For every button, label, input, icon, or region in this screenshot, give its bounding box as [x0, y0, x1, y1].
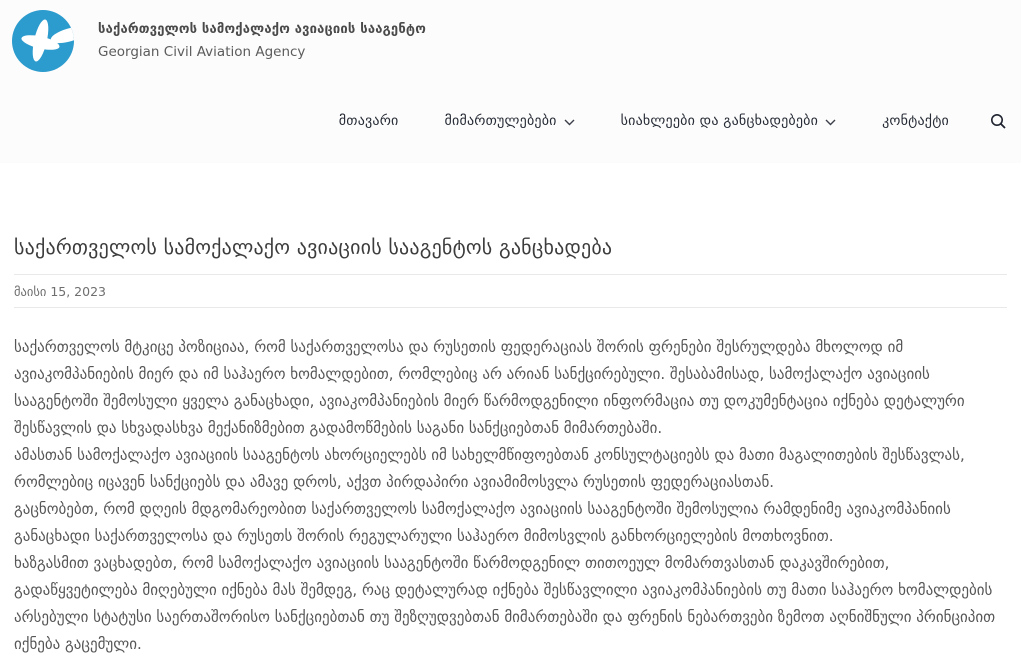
main-nav	[339, 96, 1007, 146]
paragraph: გაცნობებთ, რომ დღეის მდგომარეობით საქართველოს სამოქალაქო ავიაციის სააგენტოში შემოსულია რამდენიმე ავიაკომპანიის განაცხადი საქართველოსა და რუსეთს შორის რეგულარული საჰაერო მიმოსვლის განხორციელების მოთხოვნით.	[14, 500, 951, 545]
brand-title-english: Georgian Civil Aviation Agency	[98, 44, 306, 60]
nav-item-label: მიმართულებები	[444, 113, 557, 129]
brand-title-georgian: საქართველოს სამოქალაქო ავიაციის სააგენტო	[98, 22, 426, 37]
brand-text	[98, 22, 426, 60]
article-date: მაისი 15, 2023	[14, 284, 106, 299]
chevron-down-icon	[825, 119, 836, 126]
search-icon	[989, 112, 1007, 130]
site-header	[0, 0, 1021, 163]
article-title: საქართველოს სამოქალაქო ავიაციის სააგენტოს განცხადება	[14, 235, 613, 259]
nav-item-contact[interactable]	[882, 113, 949, 129]
brand[interactable]	[12, 10, 426, 72]
divider	[14, 307, 1007, 308]
nav-item-label: მთავარი	[338, 113, 399, 129]
article-body	[14, 334, 1007, 658]
nav-item-label: სიახლეები და განცხადებები	[620, 113, 819, 129]
nav-item-news-announcements[interactable]	[621, 113, 836, 129]
article	[0, 235, 1021, 658]
nav-item-label: კონტაქტი	[882, 113, 949, 129]
search-button[interactable]	[989, 112, 1007, 130]
paragraph: ამასთან სამოქალაქო ავიაციის სააგენტოს ახორციელებს იმ სახელმწიფოებთან კონსულტაციებს და მათი მაგალითების შესწავლას, რომლებიც იცავენ სანქციებს და ამავე დროს, აქვთ პირდაპირი ავიამიმოსვლა რუსეთის ფედერაციასთან.	[14, 446, 965, 491]
chevron-down-icon	[564, 119, 575, 126]
agency-logo-icon	[12, 10, 74, 72]
nav-item-home[interactable]	[339, 113, 399, 129]
paragraph: საქართველოს მტკიცე პოზიციაა, რომ საქართველოსა და რუსეთის ფედერაციას შორის ფრენები შესრულდება მხოლოდ იმ ავიაკომპანიების მიერ და იმ საჰაერო ხომალდებით, რომლებიც არ არიან სანქცირებული. შესაბამისად, სამოქალაქო ავიაციის სააგენტოში შემოსული ყველა განაცხადი, ავიაკომპანიების მიერ წარმოდგენილი ინფორმაცია თუ დოკუმენტაცია იქნება დეტალური შესწავლის და სხვადასხვა მექანიზმებით გადამოწმების საგანი სანქციებთან მიმართებაში.	[14, 338, 965, 437]
nav-item-directions[interactable]	[445, 113, 575, 129]
paragraph: ხაზგასმით ვაცხადებთ, რომ სამოქალაქო ავიაციის სააგენტოში წარმოდგენილ თითოეულ მომართვასთან დაკავშირებით, გადაწყვეტილება მიღებული იქნება მას შემდეგ, რაც დეტალურად იქნება შესწავლილი ავიაკომპანიების თუ მათი საჰაერო ხომალდების არსებული სტატუსი საერთაშორისო სანქციებთან თუ შეზღუდვებთან მიმართებაში და ფრენის ნებართვები ზემოთ აღნიშნული პრინციპით იქნება გაცემული.	[14, 554, 996, 653]
